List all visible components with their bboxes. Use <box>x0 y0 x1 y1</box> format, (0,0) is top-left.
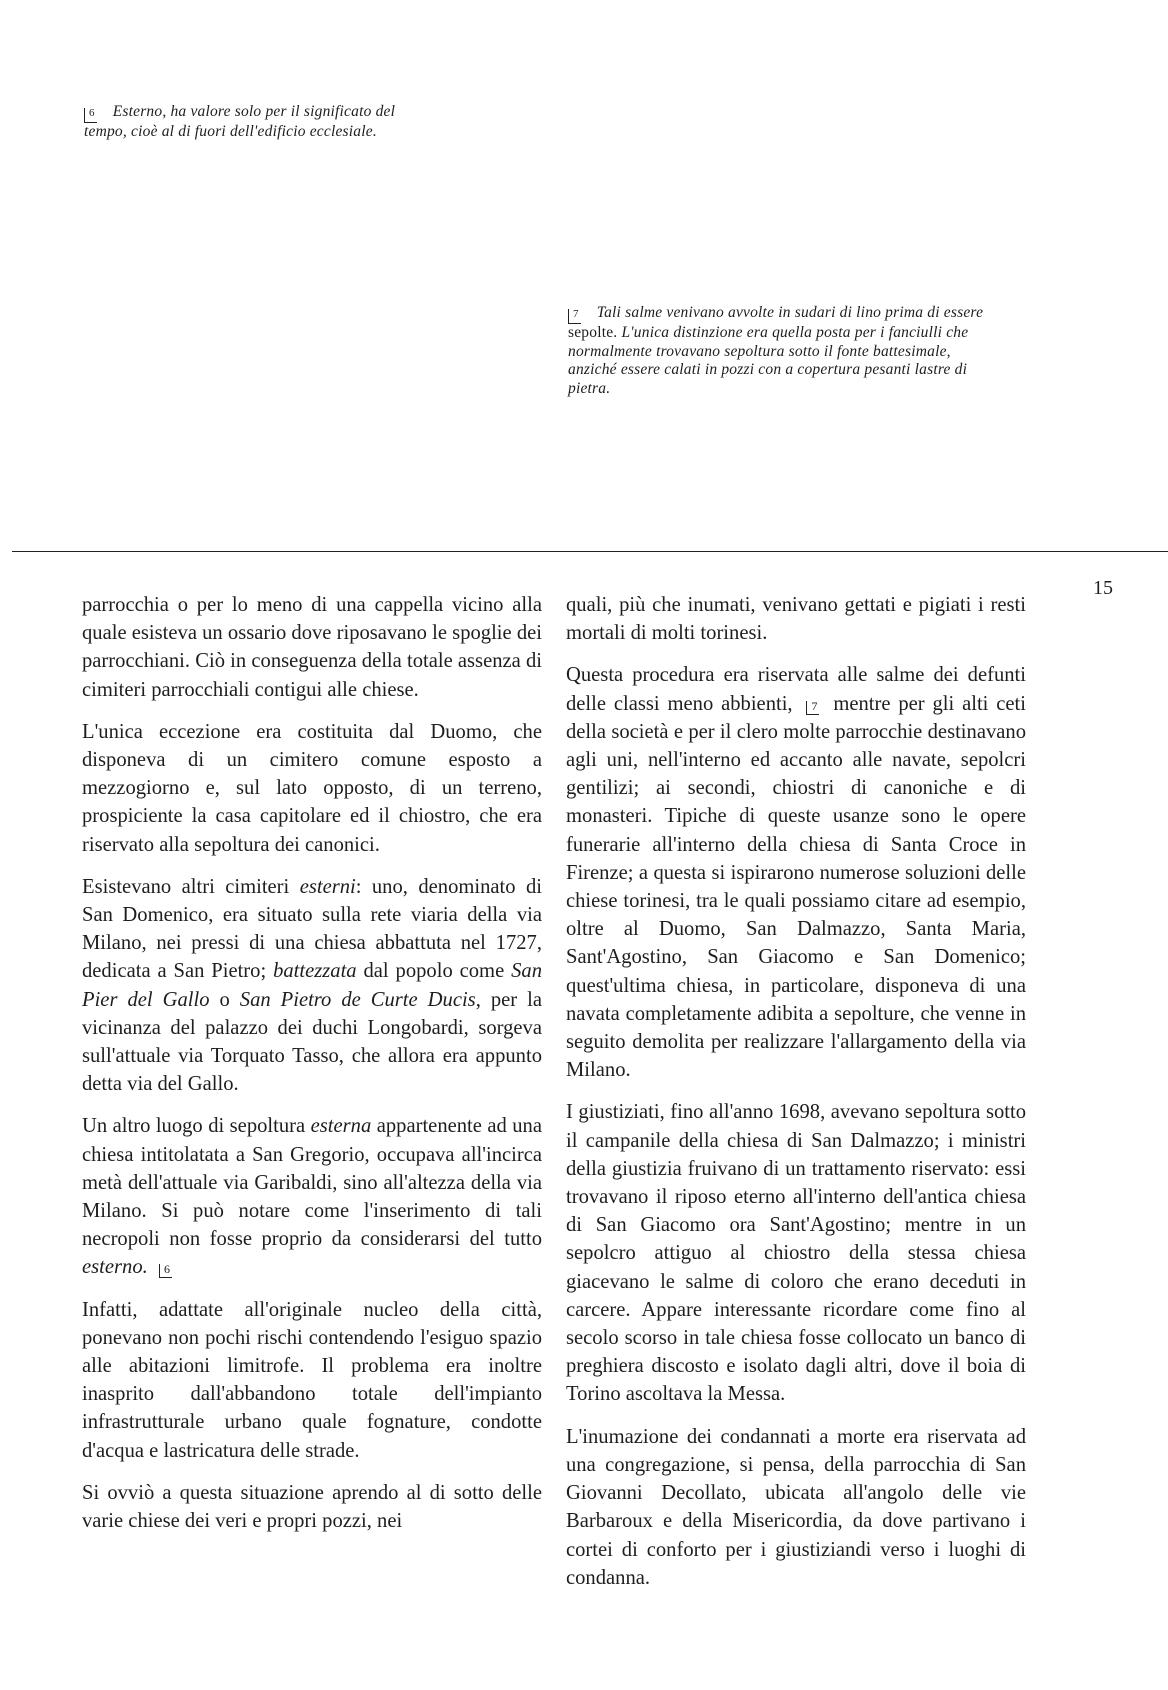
text-run: Un altro luogo di sepoltura <box>82 1115 306 1138</box>
italic-run: esterni <box>299 875 356 898</box>
paragraph: parrocchia o per lo meno di una cappella vicino alla quale esisteva un ossario dove riposavano le spoglie dei parrocchiani. Ciò in conseguenza della totale assenza di cimiteri parrocchiali contigui alle chiese. <box>82 594 542 701</box>
paragraph: quali, più che inumati, venivano gettati e pigiati i resti mortali di molti torinesi. <box>566 594 1026 645</box>
paragraph: Si ovviò a questa situazione aprendo al di sotto delle varie chiese dei veri e propri pozzi, nei <box>82 1481 542 1533</box>
section-divider <box>12 551 1168 552</box>
paragraph <box>82 873 542 1099</box>
footnote-text-upright: sepolte. <box>568 324 618 341</box>
italic-run: battezzata <box>273 960 357 983</box>
footnote-7 <box>568 304 988 398</box>
text-run: Questa procedura era riservata alle salme dei defunti delle classi meno abbienti, <box>566 664 1026 715</box>
footnote-text: L'unica distinzione era quella posta per i fanciulli che normalmente trovavano sepoltura sotto il fonte battesimale, anziché essere calati in pozzi con a copertura pesanti lastre di pietra. <box>568 324 969 397</box>
paragraph: L'inumazione dei condannati a morte era riservata ad una congregazione, si pensa, della parrocchia di San Giovanni Decollato, ubicata all'angolo delle vie Barbaroux e della Misericordia, da dove partivano i cortei di conforto per i giustiziandi verso i luoghi di condanna. <box>566 1425 1026 1589</box>
footnote-reference[interactable]: 6 <box>159 1264 172 1278</box>
text-run: appartenente ad una chiesa intitolatata a San Gregorio, occupava all'incirca metà dell'attuale via Garibaldi, sino all'altezza della via Milano. Si può notare come l'inserimento di tali necropoli non fosse proprio da considerarsi del tutto <box>82 1115 542 1251</box>
footnote-text: Esterno, ha valore solo per il significato del tempo, cioè al di fuori dell'edificio ecclesiale. <box>84 103 396 140</box>
left-column <box>82 591 542 1549</box>
footnote-marker: 6 <box>84 108 97 123</box>
paragraph <box>566 661 1026 1084</box>
italic-run: esterna <box>310 1115 372 1138</box>
text-run: mentre per gli alti ceti della società e per il clero molte parrocchie destinavano agli uni, nell'interno ed accanto alle navate, sepolcri gentilizi; ai secondi, chiostri di canoniche e di monasteri. Tipiche di queste usanze sono le opere funerarie all'interno della chiesa di Santa Croce in Firenze; a questa si ispirarono numerose soluzioni delle chiese torinesi, tra le quali possiamo citare ad esempio, oltre al Duomo, San Dalmazzo, Santa Maria, Sant'Agostino, San Giacomo e San Domenico; quest'ultima chiesa, in particolare, disponeva di una navata completamente adibita a sepolture, che venne in seguito demolita per realizzare l'allargamento della via Milano. <box>566 692 1026 1082</box>
footnote-6 <box>84 103 424 142</box>
italic-run: San Pietro de Curte Ducis <box>239 988 476 1011</box>
italic-run: esterno. <box>82 1256 148 1279</box>
paragraph: Infatti, adattate all'originale nucleo della città, ponevano non pochi rischi contendendo l'esiguo spazio alle abitazioni limitrofe. Il problema era inoltre inasprito dall'abbandono totale dell'impianto infrastrutturale urbano quale fognature, condotte d'acqua e lastricatura delle strade. <box>82 1298 542 1462</box>
text-run: o <box>219 988 230 1011</box>
paragraph: L'unica eccezione era costituita dal Duomo, che disponeva di un cimitero comune esposto a mezzogiorno e, sul lato opposto, di un terreno, prospiciente la casa capitolare ed il chiostro, che era riservato alla sepoltura dei canonici. <box>82 720 542 856</box>
footnote-text: Tali salme venivano avvolte in sudari di lino prima di essere <box>596 304 984 321</box>
footnote-reference[interactable]: 7 <box>806 701 819 715</box>
page-number: 15 <box>1093 577 1113 599</box>
text-run: , per la vicinanza del palazzo dei duchi Longobardi, sorgeva sull'attuale via Torquato Tasso, che allora era appunto detta via del Gallo. <box>82 988 542 1096</box>
text-run: dal popolo come <box>363 960 505 983</box>
right-column <box>566 591 1026 1606</box>
text-run: : uno, denominato di San Domenico, era situato sulla rete viaria della via Milano, nei pressi di una chiesa abbattuta nel 1727, dedicata a San Pietro; <box>82 875 542 983</box>
text-run: Esistevano altri cimiteri <box>82 875 290 898</box>
paragraph <box>82 1112 542 1281</box>
paragraph: I giustiziati, fino all'anno 1698, avevano sepoltura sotto il campanile della chiesa di San Dalmazzo; i ministri della giustizia fruivano di un trattamento riservato: essi trovavano il riposo eterno all'interno dell'antica chiesa di San Giacomo ora Sant'Agostino; mentre in un sepolcro attiguo al chiostro della stessa chiesa giacevano le salme di coloro che erano deceduti in carcere. Appare interessante ricordare come fino al secolo scorso in tale chiesa fosse collocato un banco di preghiera discosto e isolato dagli altri, dove il boia di Torino ascoltava la Messa. <box>566 1101 1026 1406</box>
footnote-marker: 7 <box>568 309 581 324</box>
italic-run: San Pier del Gallo <box>82 960 543 1011</box>
